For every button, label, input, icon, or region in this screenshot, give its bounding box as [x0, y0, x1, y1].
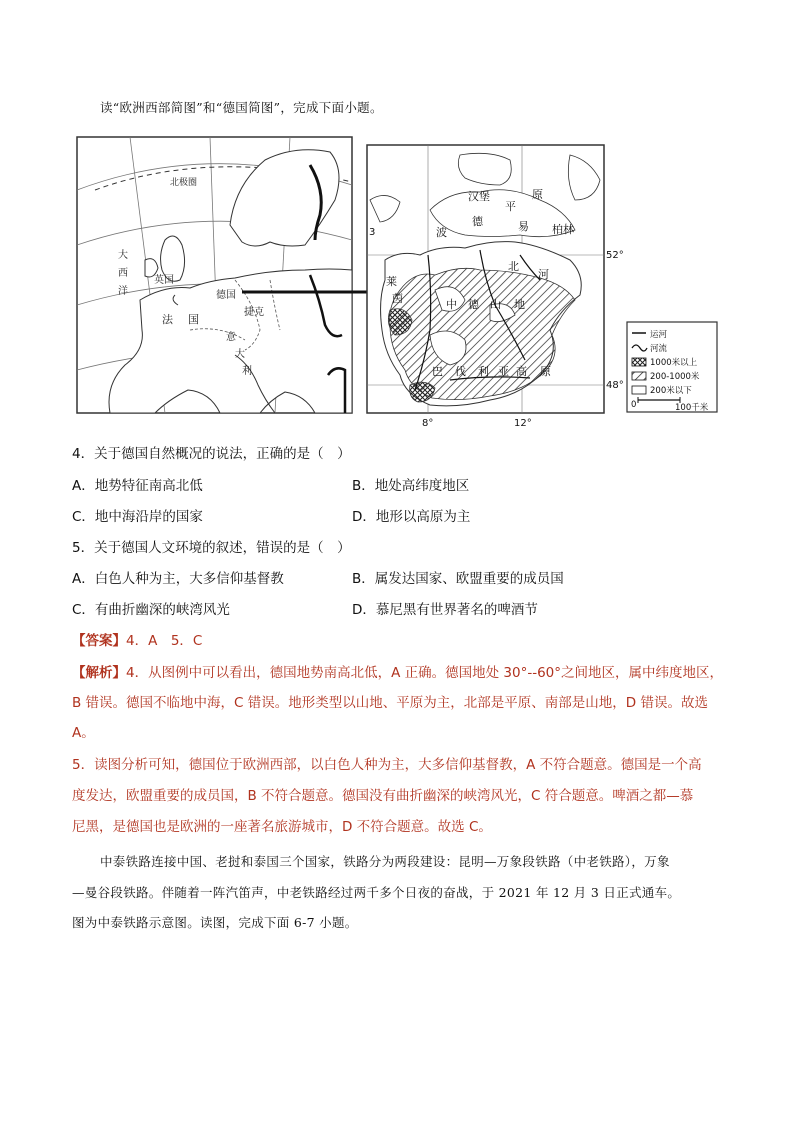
- label-arctic-circle: 北极圈: [170, 178, 198, 188]
- answer-text: 4．A 5．C: [126, 633, 203, 649]
- legend-scale-zero: 0: [631, 400, 637, 410]
- q4-option-a[interactable]: A．地势特征南高北低: [72, 478, 203, 494]
- label-lat52: 52°: [606, 250, 624, 261]
- label-yin: 茵: [392, 292, 403, 305]
- label-ya: 亚: [498, 365, 509, 378]
- label-ba: 巴: [432, 365, 443, 378]
- legend-canal: 运河: [650, 330, 668, 340]
- q5-option-d[interactable]: D．慕尼黑有世界著名的啤酒节: [352, 602, 538, 618]
- legend-below-200: 200米以下: [650, 386, 692, 396]
- analysis-line-2: B 错误。德国不临地中海，C 错误。地形类型以山地、平原为主，北部是平原、南部是山地，D 错误。故选: [72, 695, 708, 711]
- map-legend: [627, 322, 717, 413]
- label-lai: 莱: [386, 275, 397, 288]
- label-ping: 平: [505, 200, 516, 213]
- q5-option-c[interactable]: C．有曲折幽深的峡湾风光: [72, 602, 230, 618]
- analysis-line-5: 度发达，欧盟重要的成员国，B 不符合题意。德国没有曲折幽深的峡湾风光，C 符合题意。啤酒之都—慕: [72, 788, 694, 804]
- q5-stem: 5．关于德国人文环境的叙述，错误的是（ ）: [72, 540, 351, 556]
- intro2-line-1: 中泰铁路连接中国、老挝和泰国三个国家，铁路分为两段建设：昆明—万象段铁路（中老铁路），万象: [100, 854, 670, 869]
- label-zhong: 中: [446, 298, 457, 311]
- q4-option-b[interactable]: B．地处高纬度地区: [352, 478, 470, 494]
- label-shan: 山: [490, 298, 501, 311]
- analysis-line-3: A。: [72, 725, 95, 741]
- label-da: 大: [118, 250, 128, 261]
- label-czech: 捷克: [244, 307, 264, 318]
- analysis-line-4: 5．读图分析可知，德国位于欧洲西部，以白色人种为主，大多信仰基督教，A 不符合题意。德国是一个高: [72, 757, 702, 773]
- legend-200-1000: 200-1000米: [650, 372, 700, 382]
- intro2-line-2: —曼谷段铁路。伴随着一阵汽笛声，中老铁路经过两千多个日夜的奋战，于 2021 年 12 月 3 日正式通车。: [72, 885, 681, 900]
- label-li: 利: [242, 366, 252, 377]
- legend-above-1000: 1000米以上: [650, 358, 698, 368]
- label-edge-digit: 3: [369, 227, 376, 238]
- label-lon12: 12°: [514, 418, 532, 429]
- answer-tag: 【答案】: [72, 633, 126, 649]
- label-he: 河: [538, 268, 549, 281]
- label-guo: 国: [188, 313, 199, 326]
- map-figure: [70, 130, 750, 430]
- label-yang: 洋: [118, 286, 128, 297]
- label-uk: 英国: [154, 275, 174, 286]
- label-fa: 法: [162, 313, 173, 326]
- label-da2: 大: [235, 349, 245, 360]
- q4-stem: 4．关于德国自然概况的说法，正确的是（ ）: [72, 446, 351, 462]
- q5-option-b[interactable]: B．属发达国家、欧盟重要的成员国: [352, 571, 564, 587]
- q4-option-c[interactable]: C．地中海沿岸的国家: [72, 509, 203, 525]
- europe-map: [77, 137, 352, 413]
- analysis-line-6: 尼黑，是德国也是欧洲的一座著名旅游城市，D 不符合题意。故选 C。: [72, 819, 492, 835]
- germany-map: [367, 145, 624, 429]
- label-yi: 意: [226, 332, 236, 343]
- label-gao: 高: [516, 365, 527, 378]
- label-lat48: 48°: [606, 380, 624, 391]
- label-bei: 北: [508, 260, 519, 273]
- label-berlin: 柏林: [552, 223, 574, 236]
- label-xi: 西: [118, 268, 128, 279]
- legend-river: 河流: [650, 344, 668, 354]
- q4-option-d[interactable]: D．地形以高原为主: [352, 509, 471, 525]
- answer-line: [72, 631, 202, 651]
- label-yuan: 原: [532, 188, 543, 201]
- q5-option-a[interactable]: A．白色人种为主，大多信仰基督教: [72, 571, 284, 587]
- analysis-text-1: 4．从图例中可以看出，德国地势南高北低，A 正确。德国地处 30°--60°之间地区，属中纬度地区，: [126, 665, 724, 681]
- label-lon8: 8°: [422, 418, 434, 429]
- label-de: 德: [472, 215, 483, 228]
- label-germany: 德国: [216, 290, 236, 301]
- label-de2: 德: [468, 298, 479, 311]
- label-fa2: 伐: [455, 365, 466, 378]
- label-yi2: 易: [518, 220, 529, 233]
- label-di: 地: [514, 298, 525, 311]
- label-hamburg: 汉堡: [468, 190, 490, 203]
- label-bo: 波: [436, 226, 447, 239]
- analysis-tag: 【解析】: [72, 665, 126, 681]
- analysis-line-1: [72, 663, 723, 683]
- intro-text-1: 读“欧洲西部简图”和“德国简图”，完成下面小题。: [100, 100, 383, 115]
- legend-scale-100km: 100千米: [675, 403, 709, 413]
- label-li2: 利: [478, 365, 489, 378]
- label-yuan2: 原: [540, 365, 551, 378]
- intro2-line-3: 图为中泰铁路示意图。读图，完成下面 6-7 小题。: [72, 915, 358, 930]
